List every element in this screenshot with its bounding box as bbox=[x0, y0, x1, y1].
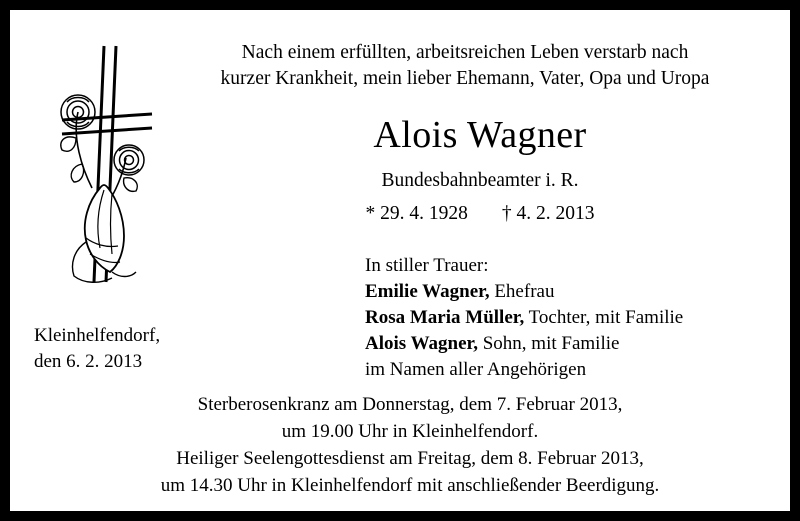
service-line: Heiliger Seelengottesdienst am Freitag, dem 8. Februar 2013, bbox=[176, 447, 644, 469]
birth-date: * 29. 4. 1928 bbox=[365, 203, 468, 224]
place-and-date-block bbox=[34, 323, 334, 375]
mourner-row bbox=[365, 305, 785, 331]
funeral-services-block bbox=[30, 392, 790, 500]
mourning-header: In stiller Trauer: bbox=[365, 255, 489, 276]
mourner-row bbox=[365, 279, 785, 305]
mourner-row bbox=[365, 331, 785, 357]
life-dates bbox=[170, 203, 790, 225]
place: Kleinhelfendorf, bbox=[34, 325, 161, 346]
notice-date: den 6. 2. 2013 bbox=[34, 351, 143, 373]
service-line: um 14.30 Uhr in Kleinhelfendorf mit anschließender Beerdigung. bbox=[160, 474, 660, 496]
intro-line-2: kurzer Krankheit, mein lieber Ehemann, Vater, Opa und Uropa bbox=[220, 67, 710, 89]
death-date: † 4. 2. 2013 bbox=[501, 203, 595, 224]
obituary-card bbox=[10, 10, 790, 511]
mourners-block bbox=[365, 253, 785, 383]
mourner-name: Emilie Wagner, bbox=[365, 281, 490, 303]
deceased-name: Alois Wagner bbox=[373, 114, 587, 156]
deceased-profession: Bundesbahnbeamter i. R. bbox=[381, 170, 579, 191]
intro-text bbox=[140, 40, 790, 91]
mourner-name: Rosa Maria Müller, bbox=[365, 307, 525, 329]
intro-line-1: Nach einem erfüllten, arbeitsreichen Leben verstarb nach bbox=[241, 42, 689, 63]
mourner-relation: Tochter, mit Familie bbox=[524, 307, 684, 329]
mourning-footer: im Namen aller Angehörigen bbox=[365, 359, 587, 381]
mourner-relation: Ehefrau bbox=[489, 281, 555, 303]
mourner-name: Alois Wagner, bbox=[365, 333, 478, 355]
service-line: Sterberosenkranz am Donnerstag, dem 7. Februar 2013, bbox=[197, 394, 623, 415]
mourner-relation: Sohn, mit Familie bbox=[477, 333, 620, 355]
service-line: um 19.00 Uhr in Kleinhelfendorf. bbox=[281, 420, 539, 442]
